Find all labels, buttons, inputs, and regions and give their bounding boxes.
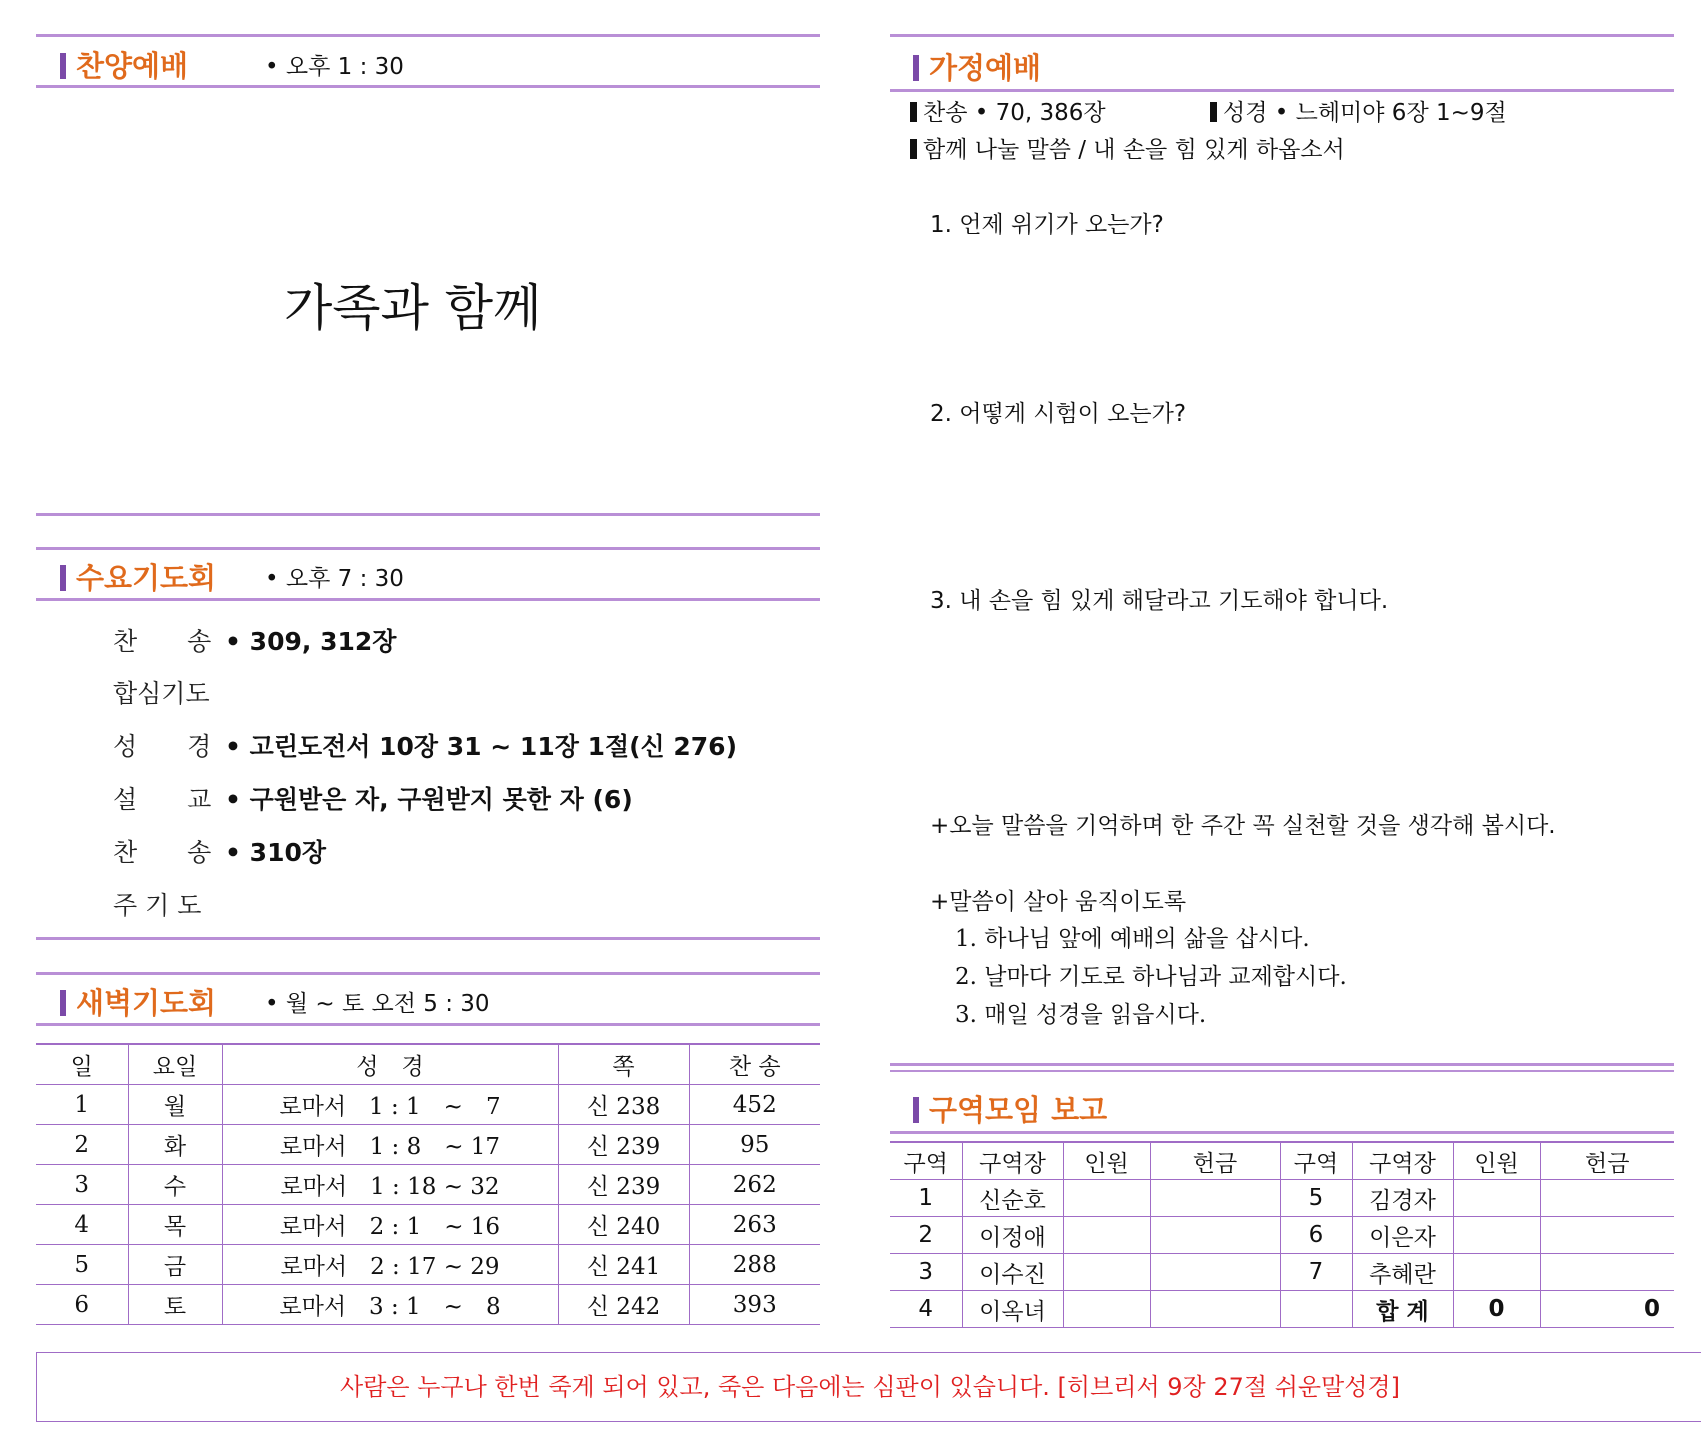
table-cell: 목 [128, 1205, 222, 1245]
table-cell [1063, 1180, 1150, 1217]
table-cell [1150, 1217, 1280, 1254]
table-cell: 이수진 [962, 1254, 1063, 1291]
table-row [36, 1285, 820, 1325]
table-cell: 이옥녀 [962, 1291, 1063, 1328]
home-scripture: 성경 • 느헤미야 6장 1~9절 [1210, 94, 1507, 127]
sermon-title: 가족과 함께 [284, 279, 542, 337]
praise-service-time: • 오후 1 : 30 [265, 54, 404, 80]
table-cell: 신 238 [558, 1085, 689, 1125]
title-bar-icon [60, 53, 66, 79]
table-cell: 1 [890, 1180, 962, 1217]
home-hymn: 찬송 • 70, 386장 [910, 94, 1106, 127]
table-cell [1453, 1180, 1540, 1217]
order-label: 설 교 [113, 785, 212, 814]
table-cell: 2 [890, 1217, 962, 1254]
column-header: 요일 [128, 1044, 222, 1085]
column-header: 인원 [1453, 1142, 1540, 1180]
title-bar-icon [913, 1097, 919, 1123]
table-row [890, 1254, 1674, 1291]
table-cell: 3 [890, 1254, 962, 1291]
table-cell [1150, 1180, 1280, 1217]
table-cell [1540, 1180, 1674, 1217]
table-cell: 5 [36, 1245, 128, 1285]
table-cell [1063, 1254, 1150, 1291]
sermon-point: 2. 어떻게 시험이 오는가? [930, 401, 1187, 427]
table-row [36, 1205, 820, 1245]
living-word-item: 1. 하나님 앞에 예배의 삶을 삽시다. [955, 926, 1310, 952]
square-bullet-icon [910, 102, 917, 122]
table-cell [1453, 1217, 1540, 1254]
table-cell: 수 [128, 1165, 222, 1205]
wednesday-service-time: • 오후 7 : 30 [265, 566, 404, 592]
home-top-divider [890, 34, 1674, 37]
table-cell: 6 [36, 1285, 128, 1325]
praise-header-divider [36, 85, 820, 88]
reflection-note: +오늘 말씀을 기억하며 한 주간 꼭 실천할 것을 생각해 봅시다. [930, 813, 1556, 839]
table-cell: 김경자 [1352, 1180, 1453, 1217]
district-report-table [890, 1141, 1674, 1328]
table-cell: 신 242 [558, 1285, 689, 1325]
dawn-top-divider [36, 972, 820, 975]
table-cell: 262 [689, 1165, 820, 1205]
column-header: 헌금 [1540, 1142, 1674, 1180]
table-cell: 6 [1280, 1217, 1352, 1254]
table-row [890, 1291, 1674, 1328]
dawn-schedule-table [36, 1043, 820, 1325]
district-top-divider-2 [890, 1070, 1674, 1072]
table-cell: 7 [1280, 1254, 1352, 1291]
column-header: 구역 [1280, 1142, 1352, 1180]
wednesday-header-divider [36, 598, 820, 601]
sermon-point: 3. 내 손을 힘 있게 해달라고 기도해야 합니다. [930, 588, 1389, 614]
praise-service-title: 찬양예배 [60, 44, 188, 85]
order-label: 찬 송 [113, 838, 212, 867]
table-cell: 4 [36, 1205, 128, 1245]
table-cell: 1 [36, 1085, 128, 1125]
order-label: 주 기 도 [113, 891, 202, 920]
table-cell: 로마서 3 : 1 ~ 8 [222, 1285, 558, 1325]
total-count: 0 [1453, 1291, 1540, 1328]
wednesday-service-title: 수요기도회 [60, 556, 216, 597]
table-cell: 신 239 [558, 1165, 689, 1205]
order-value: • 310장 [225, 838, 327, 867]
district-header-divider [890, 1131, 1674, 1134]
table-cell [1150, 1291, 1280, 1328]
title-bar-icon [60, 990, 66, 1016]
wednesday-bottom-divider [36, 937, 820, 940]
wednesday-top-divider [36, 547, 820, 550]
table-cell [1453, 1254, 1540, 1291]
table-row [36, 1125, 820, 1165]
table-cell: 이정애 [962, 1217, 1063, 1254]
title-bar-icon [913, 55, 919, 81]
table-cell: 토 [128, 1285, 222, 1325]
table-cell: 로마서 1 : 8 ~ 17 [222, 1125, 558, 1165]
home-service-title: 가정예배 [913, 46, 1041, 87]
table-cell: 월 [128, 1085, 222, 1125]
home-header-divider [890, 89, 1674, 92]
table-row [890, 1217, 1674, 1254]
table-cell: 신 240 [558, 1205, 689, 1245]
living-word-item: 3. 매일 성경을 읽읍시다. [955, 1002, 1207, 1028]
table-cell [1540, 1254, 1674, 1291]
home-shared-word: 함께 나눌 말씀 / 내 손을 힘 있게 하옵소서 [910, 131, 1345, 164]
table-cell: 신순호 [962, 1180, 1063, 1217]
district-report-title: 구역모임 보고 [913, 1088, 1107, 1129]
table-cell: 263 [689, 1205, 820, 1245]
footer-verse: 사람은 누구나 한번 죽게 되어 있고, 죽은 다음에는 심판이 있습니다. [히브리서 9장 27절 쉬운말성경] [36, 1352, 1701, 1422]
table-cell: 3 [36, 1165, 128, 1205]
table-cell: 4 [890, 1291, 962, 1328]
table-cell [1063, 1291, 1150, 1328]
table-row [890, 1180, 1674, 1217]
dawn-header-divider [36, 1023, 820, 1026]
table-header-row [890, 1142, 1674, 1180]
table-cell: 추혜란 [1352, 1254, 1453, 1291]
table-cell: 이은자 [1352, 1217, 1453, 1254]
total-label: 합 계 [1352, 1291, 1453, 1328]
column-header: 구역장 [962, 1142, 1063, 1180]
table-cell: 로마서 1 : 18 ~ 32 [222, 1165, 558, 1205]
table-cell [1063, 1217, 1150, 1254]
order-label: 합심기도 [113, 679, 210, 708]
order-value: • 구원받은 자, 구원받지 못한 자 (6) [225, 785, 633, 814]
table-cell: 금 [128, 1245, 222, 1285]
table-row [36, 1165, 820, 1205]
living-word-item: 2. 날마다 기도로 하나님과 교제합시다. [955, 964, 1347, 990]
column-header: 구역장 [1352, 1142, 1453, 1180]
district-top-divider [890, 1063, 1674, 1066]
dawn-service-time: • 월 ~ 토 오전 5 : 30 [265, 991, 490, 1017]
table-cell: 신 239 [558, 1125, 689, 1165]
table-row [36, 1085, 820, 1125]
column-header: 쪽 [558, 1044, 689, 1085]
square-bullet-icon [910, 139, 917, 159]
table-cell: 로마서 2 : 1 ~ 16 [222, 1205, 558, 1245]
sermon-point: 1. 언제 위기가 오는가? [930, 212, 1164, 238]
total-offering: 0 [1540, 1291, 1674, 1328]
column-header: 인원 [1063, 1142, 1150, 1180]
column-header: 찬 송 [689, 1044, 820, 1085]
table-cell: 신 241 [558, 1245, 689, 1285]
table-cell: 로마서 1 : 1 ~ 7 [222, 1085, 558, 1125]
table-cell: 5 [1280, 1180, 1352, 1217]
living-word-title: +말씀이 살아 움직이도록 [930, 889, 1187, 915]
praise-bottom-divider [36, 513, 820, 516]
table-cell: 화 [128, 1125, 222, 1165]
square-bullet-icon [1210, 102, 1217, 122]
dawn-service-title: 새벽기도회 [60, 981, 216, 1022]
table-cell [1540, 1217, 1674, 1254]
column-header: 일 [36, 1044, 128, 1085]
table-row [36, 1245, 820, 1285]
column-header: 구역 [890, 1142, 962, 1180]
table-header-row [36, 1044, 820, 1085]
table-cell: 95 [689, 1125, 820, 1165]
praise-top-divider [36, 34, 820, 37]
table-cell: 452 [689, 1085, 820, 1125]
order-value: • 309, 312장 [225, 627, 397, 656]
column-header: 헌금 [1150, 1142, 1280, 1180]
order-label: 찬 송 [113, 627, 212, 656]
table-cell: 로마서 2 : 17 ~ 29 [222, 1245, 558, 1285]
table-cell [1150, 1254, 1280, 1291]
column-header: 성 경 [222, 1044, 558, 1085]
table-cell: 2 [36, 1125, 128, 1165]
title-bar-icon [60, 565, 66, 591]
order-value: • 고린도전서 10장 31 ~ 11장 1절(신 276) [225, 732, 738, 761]
table-cell: 393 [689, 1285, 820, 1325]
table-cell [1280, 1291, 1352, 1328]
table-cell: 288 [689, 1245, 820, 1285]
order-label: 성 경 [113, 732, 212, 761]
